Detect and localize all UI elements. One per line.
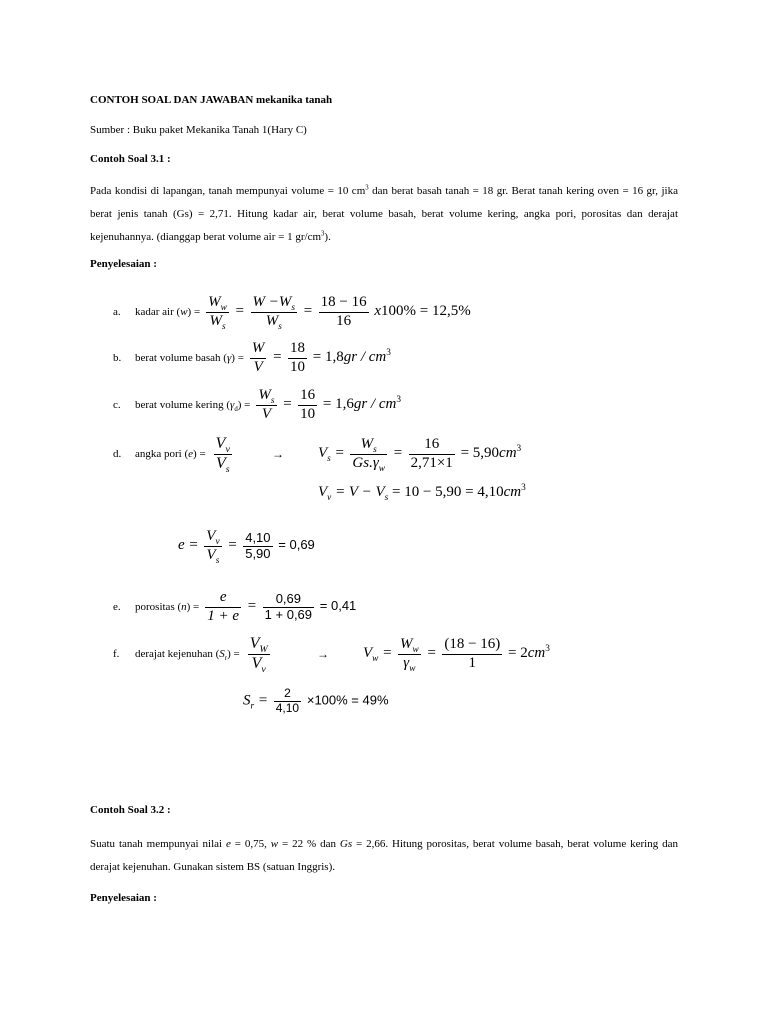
problem-2-solution-heading: Penyelesaian : [90, 892, 157, 904]
problem-1-heading: Contoh Soal 3.1 : [90, 153, 171, 165]
equation-f-definition: derajat kejenuhan $(S_r)$ = $\frac{V_W}{V_v}$ [135, 635, 268, 675]
equation-f-sr: $S_r$ = $\frac{2}{4,10}$ ×100% = 49% [243, 685, 389, 715]
item-d-letter: d. [113, 448, 122, 460]
equation-c: berat volume kering $(\gamma_d)$ = $\frac{W_s}{V}$ = $\frac{16}{10}$ = $1,6gr / cm^3$ [135, 387, 401, 422]
equation-b: berat volume basah (γ) = $\frac{W}{V}$ = $\frac{18}{10}$ = $1,8gr / cm^3$ [135, 340, 391, 375]
document-title: CONTOH SOAL DAN JAWABAN mekanika tanah [90, 94, 333, 106]
item-a-letter: a. [113, 306, 121, 318]
problem-1-question: Pada kondisi di lapangan, tanah mempunyai volume = 10 $cm^3$ dan berat basah tanah = 18 gr. Berat tanah kering oven = 16 gr, jika berat jenis tanah (Gs) = 2,71. Hitung kadar air, berat volume basah, berat volume kering, angka pori, porositas dan derajat kejenuhannya. (dianggap berat volume air = 1 $gr/cm^3$). [90, 184, 678, 243]
equation-d-e: e = $\frac{V_v}{V_s}$ = $\frac{4,10}{5,90}$ = 0,69 [178, 528, 315, 566]
arrow-f: → [317, 647, 329, 661]
equation-a: kadar air (w) = $\frac{W_w}{W_s}$ = $\frac{W -W_s}{W_s}$ = $\frac{18 - 16}{16}$ x100% = 12,5% [135, 294, 471, 332]
problem-1-solution-heading: Penyelesaian : [90, 258, 157, 270]
source-line: Sumber : Buku paket Mekanika Tanah 1(Hary C) [90, 124, 307, 136]
item-c-letter: c. [113, 399, 121, 411]
problem-2-question: Suatu tanah mempunyai nilai e = 0,75, w = 22 % dan Gs = 2,66. Hitung porositas, berat volume basah, berat volume kering dan derajat kejenuhan. Gunakan sistem BS (satuan Inggris). [90, 838, 678, 873]
equation-f-vw: $V_w$ = $\frac{W_w}{\gamma_w}$ = $\frac{(18 - 16)}{1}$ = $2cm^3$ [363, 636, 550, 674]
arrow-d: → [272, 447, 284, 461]
equation-e: porositas (n) = $\frac{e}{1 + e}$ = $\frac{0,69}{1 + 0,69}$ = 0,41 [135, 589, 357, 624]
item-f-letter: f. [113, 648, 120, 660]
problem-2-heading: Contoh Soal 3.2 : [90, 804, 171, 816]
equation-d-definition: angka pori (e) = $\frac{V_v}{V_s}$ [135, 435, 230, 475]
item-b-letter: b. [113, 352, 122, 364]
equation-d-vs: $V_s$ = $\frac{W_s}{Gs.\gamma_w}$ = $\frac{16}{2,71\times 1}$ = $5,90cm^3$ [318, 436, 522, 474]
item-e-letter: e. [113, 601, 121, 613]
equation-d-vv: $V_v = V - V_s = 10 - 5,90 = 4,10cm^3$ [318, 482, 526, 503]
